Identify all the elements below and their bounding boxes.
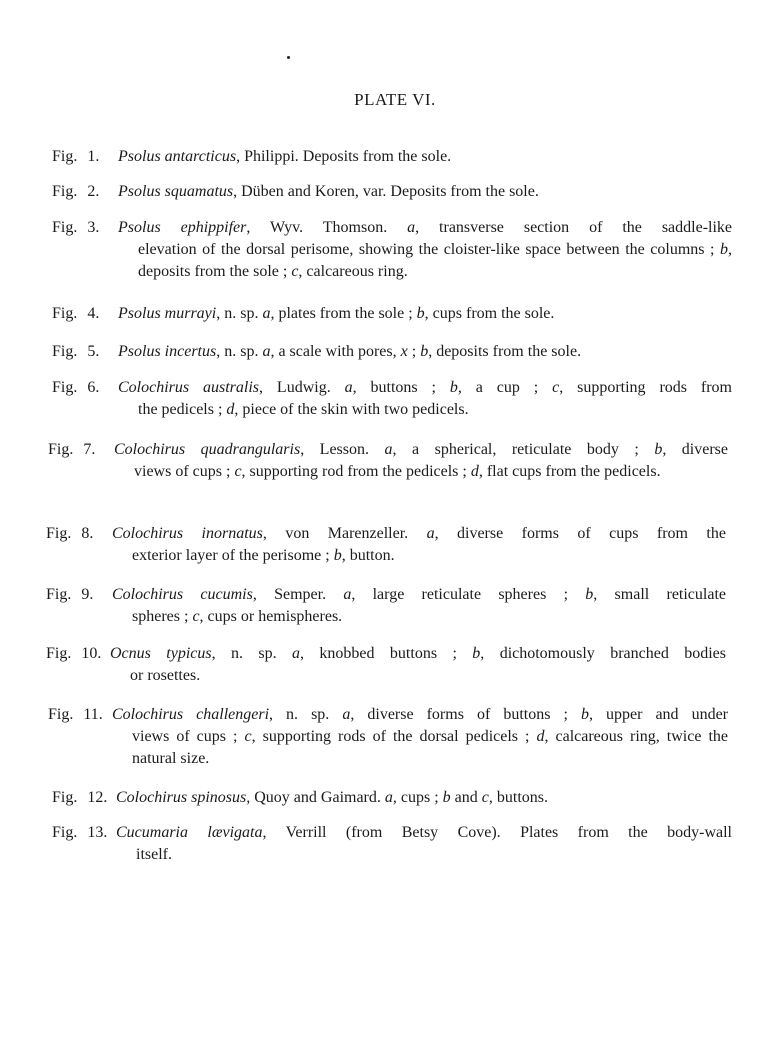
figure-entry-4 bbox=[52, 303, 732, 325]
figure-entry-3 bbox=[52, 217, 732, 283]
fig-abbrev: Fig. bbox=[46, 645, 72, 662]
caption-text: , n. sp. a, plates from the sole ; b, cups from the sole. bbox=[216, 305, 555, 322]
figure-caption-first-line bbox=[118, 341, 732, 363]
species-name: Psolus squamatus bbox=[118, 183, 234, 200]
figure-label bbox=[52, 217, 99, 239]
figure-entry-5 bbox=[52, 341, 732, 363]
figure-label bbox=[46, 643, 101, 665]
caption-continuation: or rosettes. bbox=[130, 667, 201, 684]
fig-number: 13. bbox=[87, 824, 108, 841]
caption-text: , Düben and Koren, var. Deposits from the sole. bbox=[233, 183, 539, 200]
caption-continuation: exterior layer of the perisome ; b, button. bbox=[132, 547, 395, 564]
fig-number: 12. bbox=[87, 789, 108, 806]
species-name: Psolus ephippifer bbox=[118, 219, 247, 236]
caption-text: , Lesson. a, a spherical, reticulate body ; b, diverse bbox=[300, 441, 729, 458]
fig-number: 7. bbox=[83, 441, 96, 458]
figure-entry-13 bbox=[52, 822, 732, 866]
caption-continuation: itself. bbox=[136, 846, 172, 863]
caption-text: , Quoy and Gaimard. a, cups ; b and c, buttons. bbox=[246, 789, 549, 806]
fig-number: 3. bbox=[87, 219, 100, 236]
caption-text: , Verrill (from Betsy Cove). Plates from the body-wall bbox=[262, 824, 733, 841]
figure-caption-first-line bbox=[118, 377, 732, 399]
caption-text: , n. sp. a, knobbed buttons ; b, dichotomously branched bodies bbox=[211, 645, 727, 662]
caption-continuation: spheres ; c, cups or hemispheres. bbox=[132, 608, 343, 625]
fig-abbrev: Fig. bbox=[52, 148, 78, 165]
figure-label bbox=[46, 523, 93, 545]
figure-caption-first-line bbox=[116, 787, 732, 809]
fig-abbrev: Fig. bbox=[52, 343, 78, 360]
fig-abbrev: Fig. bbox=[52, 789, 78, 806]
caption-continuation: views of cups ; c, supporting rod from the pedicels ; d, flat cups from the pedicels. bbox=[134, 463, 661, 480]
figure-label bbox=[48, 704, 103, 726]
fig-number: 11. bbox=[83, 706, 103, 723]
species-name: Psolus incertus bbox=[118, 343, 217, 360]
species-name: Colochirus challengeri bbox=[112, 706, 270, 723]
figure-label bbox=[52, 181, 99, 203]
figure-entry-1 bbox=[52, 146, 732, 168]
figure-entry-2 bbox=[52, 181, 732, 203]
species-name: Colochirus cucumis bbox=[112, 586, 253, 603]
figure-caption-first-line bbox=[118, 146, 732, 168]
figure-entry-12 bbox=[52, 787, 732, 809]
figure-caption-first-line bbox=[118, 181, 732, 203]
figure-entry-6 bbox=[52, 377, 732, 421]
figure-label bbox=[52, 341, 99, 363]
species-name: Ocnus typicus bbox=[110, 645, 212, 662]
caption-text: , Philippi. Deposits from the sole. bbox=[236, 148, 452, 165]
fig-number: 2. bbox=[87, 183, 100, 200]
figure-caption-first-line bbox=[112, 704, 728, 726]
figure-label bbox=[52, 787, 107, 809]
fig-abbrev: Fig. bbox=[52, 305, 78, 322]
figure-caption-first-line bbox=[112, 584, 726, 606]
fig-number: 10. bbox=[81, 645, 102, 662]
figure-caption-first-line bbox=[110, 643, 726, 665]
species-name: Colochirus quadrangularis bbox=[114, 441, 301, 458]
figure-entry-10 bbox=[46, 643, 726, 687]
figure-label bbox=[48, 439, 95, 461]
caption-text: , n. sp. a, a scale with pores, x ; b, deposits from the sole. bbox=[216, 343, 582, 360]
caption-text: , Wyv. Thomson. a, transverse section of the saddle-like bbox=[246, 219, 733, 236]
figure-label bbox=[52, 146, 99, 168]
plate-title: PLATE VI. bbox=[354, 90, 436, 109]
caption-text: , Ludwig. a, buttons ; b, a cup ; c, supporting rods from bbox=[259, 379, 732, 396]
figure-entry-8 bbox=[46, 523, 726, 567]
caption-continuation: elevation of the dorsal perisome, showing the cloister-like space between the columns ; b, deposits from the sole ; c, calcareous ring. bbox=[138, 241, 732, 280]
fig-number: 1. bbox=[87, 148, 100, 165]
species-name: Colochirus spinosus bbox=[116, 789, 247, 806]
figure-caption-first-line bbox=[114, 439, 728, 461]
fig-abbrev: Fig. bbox=[48, 706, 74, 723]
caption-text: , von Marenzeller. a, diverse forms of cups from the bbox=[262, 525, 726, 542]
fig-number: 9. bbox=[81, 586, 94, 603]
fig-abbrev: Fig. bbox=[48, 441, 74, 458]
fig-number: 5. bbox=[87, 343, 100, 360]
figure-label bbox=[52, 822, 107, 844]
species-name: Cucumaria lævigata bbox=[116, 824, 263, 841]
figure-caption-first-line bbox=[112, 523, 726, 545]
fig-abbrev: Fig. bbox=[52, 219, 78, 236]
species-name: Psolus antarcticus bbox=[118, 148, 237, 165]
fig-abbrev: Fig. bbox=[52, 379, 78, 396]
figure-caption-first-line bbox=[116, 822, 732, 844]
figure-label bbox=[46, 584, 93, 606]
figure-label bbox=[52, 377, 99, 399]
caption-continuation: views of cups ; c, supporting rods of the dorsal pedicels ; d, calcareous ring, twice the natural size. bbox=[132, 728, 728, 767]
caption-text: , n. sp. a, diverse forms of buttons ; b, upper and under bbox=[269, 706, 729, 723]
figure-entry-9 bbox=[46, 584, 726, 628]
species-name: Colochirus inornatus bbox=[112, 525, 263, 542]
fig-number: 6. bbox=[87, 379, 100, 396]
figure-caption-first-line bbox=[118, 217, 732, 239]
fig-abbrev: Fig. bbox=[46, 586, 72, 603]
figure-label bbox=[52, 303, 99, 325]
caption-text: , Semper. a, large reticulate spheres ; b, small reticulate bbox=[252, 586, 727, 603]
figure-caption-first-line bbox=[118, 303, 732, 325]
fig-abbrev: Fig. bbox=[46, 525, 72, 542]
species-name: Colochirus australis bbox=[118, 379, 260, 396]
fig-abbrev: Fig. bbox=[52, 183, 78, 200]
figure-entry-11 bbox=[48, 704, 728, 770]
fig-abbrev: Fig. bbox=[52, 824, 78, 841]
caption-continuation: the pedicels ; d, piece of the skin with two pedicels. bbox=[138, 401, 469, 418]
fig-number: 8. bbox=[81, 525, 94, 542]
species-name: Psolus murrayi bbox=[118, 305, 217, 322]
fig-number: 4. bbox=[87, 305, 100, 322]
figure-entry-7 bbox=[48, 439, 728, 483]
